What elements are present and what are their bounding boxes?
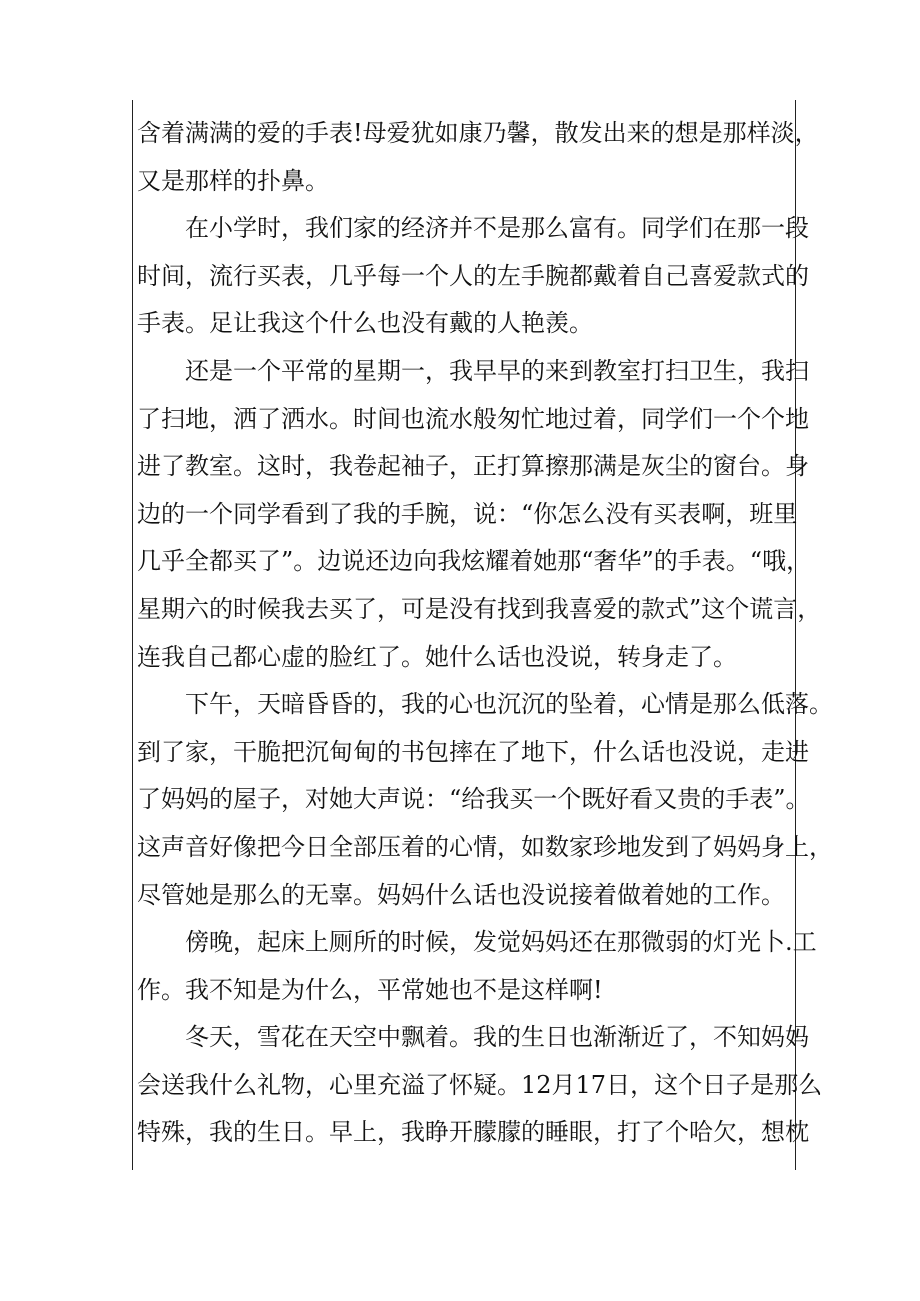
text-line: 又是那样的扑鼻。	[137, 166, 329, 195]
text-line: 进了教室。这时，我卷起袖子，正打算擦那满是灰尘的窗台。身	[137, 452, 809, 481]
text-line: 边的一个同学看到了我的手腕，说：“你怎么没有买表啊，班里	[137, 499, 798, 528]
text-line: 连我自己都心虚的脸红了。她什么话也没说，转身走了。	[137, 642, 737, 671]
text-line: 下午，天暗昏昏的，我的心也沉沉的坠着，心情是那么低落。	[185, 690, 833, 719]
text-line: 星期六的时候我去买了，可是没有找到我喜爱的款式”这个谎言，	[137, 594, 822, 623]
text-line: 时间，流行买表，几乎每一个人的左手腕都戴着自己喜爱款式的	[137, 261, 809, 290]
text-line: 这声音好像把今日全部压着的心情，如数家珍地发到了妈妈身上，	[137, 832, 833, 861]
text-line: 到了家，干脆把沉甸甸的书包摔在了地下，什么话也没说，走进	[137, 737, 809, 766]
text-line: 手表。足让我这个什么也没有戴的人艳羡。	[137, 309, 593, 338]
text-line: 了扫地，洒了洒水。时间也流水般匆忙地过着，同学们一个个地	[137, 404, 809, 433]
text-line: 了妈妈的屋子，对她大声说：“给我买一个既好看又贵的手表”。	[137, 785, 810, 814]
text-line: 作。我不知是为什么，平常她也不是这样啊!	[137, 975, 603, 1004]
text-line: 在小学时，我们家的经济并不是那么富有。同学们在那一段	[185, 214, 809, 243]
text-line: 几乎全都买了”。边说还边向我炫耀着她那“奢华”的手表。“哦，	[137, 547, 811, 576]
text-line: 特殊，我的生日。早上，我睁开朦朦的睡眼，打了个哈欠，想枕	[137, 1118, 809, 1147]
text-line: 还是一个平常的星期一，我早早的来到教室打扫卫生，我扫	[185, 356, 809, 385]
text-line: 傍晚，起床上厕所的时候，发觉妈妈还在那微弱的灯光卜.工	[185, 928, 817, 957]
text-line: 会送我什么礼物，心里充溢了怀疑。12月17日，这个日子是那么	[137, 1070, 823, 1099]
text-line: 含着满满的爱的手表!母爱犹如康乃馨，散发出来的想是那样淡，	[137, 119, 819, 147]
left-border-line	[132, 100, 133, 1170]
text-line: 尽管她是那么的无辜。妈妈什么话也没说接着做着她的工作。	[137, 880, 785, 909]
body-text	[137, 110, 833, 1157]
text-line: 冬天，雪花在天空中飘着。我的生日也渐渐近了，不知妈妈	[185, 1023, 809, 1052]
